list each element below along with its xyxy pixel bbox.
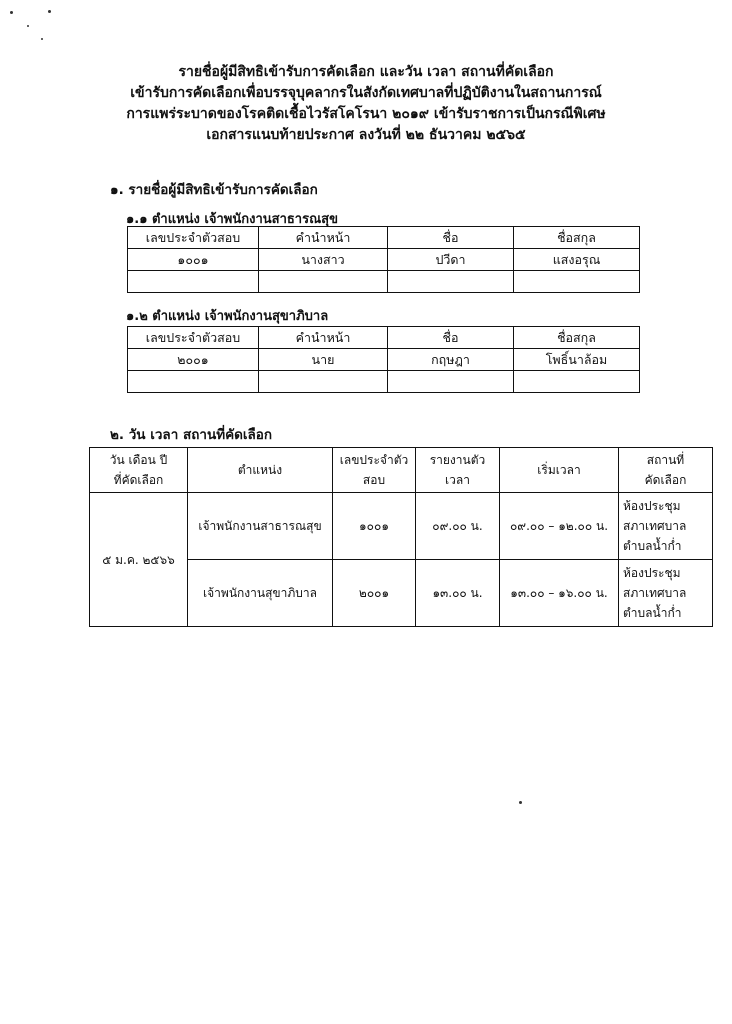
heading-line-2: เข้ารับการคัดเลือกเพื่อบรรจุบุคลากรในสังกัดเทศบาลที่ปฏิบัติงานในสถานการณ์ [130, 85, 602, 101]
header-report-line-2: เวลา [445, 473, 470, 487]
cell-exam-id: ๑๐๐๑ [333, 493, 416, 560]
cell-position: เจ้าพนักงานสุขาภิบาล [188, 560, 333, 627]
table-row-empty [128, 371, 640, 393]
table-row [128, 249, 640, 271]
column-header-place [619, 448, 713, 493]
table-row-empty [128, 271, 640, 293]
heading-line-1: รายชื่อผู้มีสิทธิเข้ารับการคัดเลือก และวัน เวลา สถานที่คัดเลือก [178, 64, 554, 80]
column-header-exam-id [333, 448, 416, 493]
column-header-start-time: เริ่มเวลา [500, 448, 619, 493]
scan-speck [27, 25, 29, 27]
place-line-2: สภาเทศบาล [623, 586, 687, 600]
subsection-1-1-title: ๑.๑ ตำแหน่ง เจ้าพนักงานสาธารณสุข [126, 212, 338, 227]
heading-line-4: เอกสารแนบท้ายประกาศ ลงวันที่ ๒๒ ธันวาคม ๒๕๖๕ [206, 127, 526, 143]
empty-cell [128, 271, 259, 293]
cell-name: กฤษฎา [388, 349, 514, 371]
column-header-surname: ชื่อสกุล [514, 327, 640, 349]
column-header-exam-id: เลขประจำตัวสอบ [128, 227, 259, 249]
cell-start-time: ๑๓.๐๐ – ๑๖.๐๐ น. [500, 560, 619, 627]
cell-exam-id: ๑๐๐๑ [128, 249, 259, 271]
header-date-line-2: ที่คัดเลือก [113, 473, 164, 487]
scan-speck [48, 10, 51, 13]
empty-cell [514, 271, 640, 293]
header-place-line-1: สถานที่ [646, 453, 685, 467]
cell-surname: โพธิ์นาล้อม [514, 349, 640, 371]
cell-report-time: ๑๓.๐๐ น. [416, 560, 500, 627]
place-line-1: ห้องประชุม [623, 499, 681, 513]
table-header-row [128, 227, 640, 249]
cell-name: ปวีดา [388, 249, 514, 271]
table-row [90, 493, 713, 560]
cell-position: เจ้าพนักงานสาธารณสุข [188, 493, 333, 560]
column-header-name: ชื่อ [388, 227, 514, 249]
empty-cell [259, 271, 388, 293]
scan-speck [519, 801, 522, 804]
empty-cell [388, 371, 514, 393]
document-heading [0, 62, 732, 146]
cell-exam-id: ๒๐๐๑ [128, 349, 259, 371]
place-line-2: สภาเทศบาล [623, 519, 687, 533]
scan-speck [41, 38, 43, 40]
cell-surname: แสงอรุณ [514, 249, 640, 271]
table-header-row [128, 327, 640, 349]
schedule-table [89, 447, 713, 627]
cell-exam-id: ๒๐๐๑ [333, 560, 416, 627]
cell-start-time: ๐๙.๐๐ – ๑๒.๐๐ น. [500, 493, 619, 560]
candidate-table-sanitation [127, 326, 640, 393]
column-header-surname: ชื่อสกุล [514, 227, 640, 249]
column-header-position: ตำแหน่ง [188, 448, 333, 493]
cell-place [619, 560, 713, 627]
place-line-3: ตำบลน้ำก่ำ [623, 539, 682, 553]
candidate-table-public-health [127, 226, 640, 293]
header-place-line-2: คัดเลือก [644, 473, 687, 487]
empty-cell [128, 371, 259, 393]
column-header-prefix: คำนำหน้า [259, 227, 388, 249]
column-header-date [90, 448, 188, 493]
cell-place [619, 493, 713, 560]
column-header-name: ชื่อ [388, 327, 514, 349]
heading-line-3: การแพร่ระบาดของโรคติดเชื้อไวรัสโคโรนา ๒๐๑๙ เข้ารับราชการเป็นกรณีพิเศษ [126, 106, 606, 122]
header-id-line-2: สอบ [362, 473, 386, 487]
header-report-line-1: รายงานตัว [429, 453, 486, 467]
place-line-3: ตำบลน้ำก่ำ [623, 606, 682, 620]
cell-prefix: นางสาว [259, 249, 388, 271]
subsection-1-2-title: ๑.๒ ตำแหน่ง เจ้าพนักงานสุขาภิบาล [126, 309, 329, 324]
scan-speck [10, 11, 13, 14]
table-row [128, 349, 640, 371]
empty-cell [259, 371, 388, 393]
cell-date: ๕ ม.ค. ๒๕๖๖ [90, 493, 188, 627]
table-header-row [90, 448, 713, 493]
empty-cell [514, 371, 640, 393]
column-header-report-time [416, 448, 500, 493]
section-2-title: ๒. วัน เวลา สถานที่คัดเลือก [110, 427, 273, 443]
place-line-1: ห้องประชุม [623, 566, 681, 580]
column-header-exam-id: เลขประจำตัวสอบ [128, 327, 259, 349]
header-id-line-1: เลขประจำตัว [339, 453, 409, 467]
empty-cell [388, 271, 514, 293]
header-date-line-1: วัน เดือน ปี [109, 453, 168, 467]
cell-report-time: ๐๙.๐๐ น. [416, 493, 500, 560]
cell-prefix: นาย [259, 349, 388, 371]
section-1-title: ๑. รายชื่อผู้มีสิทธิเข้ารับการคัดเลือก [110, 182, 318, 198]
column-header-prefix: คำนำหน้า [259, 327, 388, 349]
